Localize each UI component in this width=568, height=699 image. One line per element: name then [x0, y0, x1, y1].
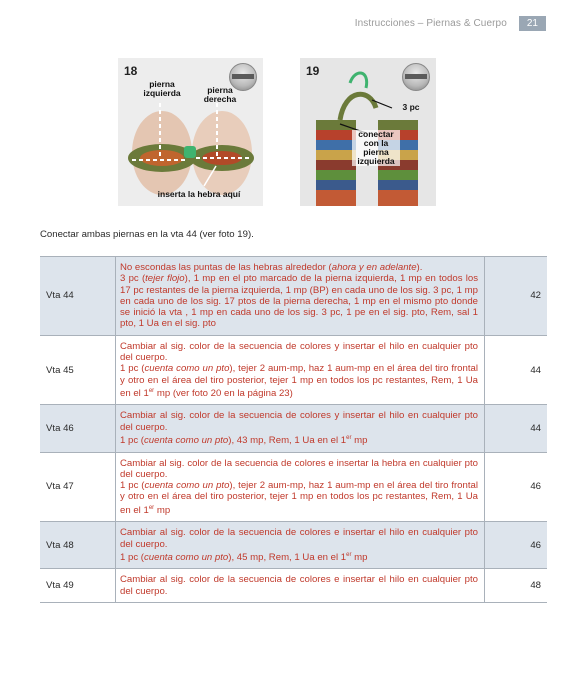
- photo-18-label-left-leg: pierna izquierda: [143, 79, 181, 98]
- round-label: Vta 48: [40, 522, 116, 568]
- instruction-line: 1 pc (cuenta como un pto), 43 mp, Rem, 1 Ua en el 1er mp: [120, 435, 368, 447]
- photo-18: [118, 58, 263, 206]
- photo-19-label-connect: conectar con la pierna izquierda: [352, 130, 400, 166]
- round-label: Vta 49: [40, 569, 116, 602]
- instruction-line: 1 pc (cuenta como un pto), tejer 2 aum-mp, haz 1 aum-mp en el área del tiro frontal y otro en el área del tiro posterior, tejer 1 mp en todos los pc restantes, Rem, 1 Ua en el 1er mp: [120, 480, 478, 516]
- header-title: Instrucciones – Piernas & Cuerpo: [354, 18, 507, 29]
- round-instructions: [116, 569, 485, 602]
- table-row: [40, 569, 547, 603]
- round-instructions: [116, 522, 485, 568]
- photo-19-label-stitches: 3 pc: [402, 102, 420, 112]
- round-instructions: [116, 257, 485, 335]
- photo-19: [300, 58, 436, 206]
- round-label: Vta 45: [40, 336, 116, 405]
- stitch-count: 44: [530, 422, 541, 434]
- instruction-line: No escondas las puntas de las hebras alrededor (ahora y en adelante).: [120, 262, 423, 273]
- rounds-table: [40, 256, 547, 603]
- instruction-line: 1 pc (cuenta como un pto), tejer 2 aum-mp, haz 1 aum-mp en el área del tiro frontal y otro en el área del tiro posterior, tejer 1 mp en todos los pc restantes, Rem, 1 Ua en el 1er mp (ver foto 20 en la página 23): [120, 363, 478, 400]
- instruction-line: 1 pc (cuenta como un pto), 45 mp, Rem, 1 Ua en el 1er mp: [120, 551, 368, 563]
- round-instructions: [116, 336, 485, 405]
- logo-badge-icon: [402, 63, 430, 91]
- round-instructions: [116, 453, 485, 522]
- stitch-count: 44: [530, 364, 541, 376]
- table-row: [40, 336, 547, 406]
- photo-18-caption: inserta la hebra aquí: [157, 189, 241, 199]
- instruction-line: Cambiar al sig. color de la secuencia de colores y insertar el hilo en cualquier pto del cuerpo.: [120, 340, 478, 364]
- table-row: [40, 405, 547, 452]
- table-row: [40, 257, 547, 336]
- round-label: Vta 47: [40, 453, 116, 522]
- instruction-line: Cambiar al sig. color de la secuencia de colores e insertar el hilo en cualquier pto del cuerpo.: [120, 574, 478, 597]
- round-label: Vta 46: [40, 405, 116, 451]
- stitch-count: 46: [530, 481, 541, 493]
- photo-18-label-right-leg: pierna derecha: [203, 85, 237, 104]
- table-row: [40, 522, 547, 569]
- page-header: [355, 16, 546, 31]
- stitch-count: 42: [530, 290, 541, 302]
- table-row: [40, 453, 547, 523]
- page-number: 21: [519, 16, 546, 31]
- instruction-line: 3 pc (tejer flojo), 1 mp en el pto marcado de la pierna izquierda, 1 mp en todos los 17 pc restantes de la pierna izquierda, 1 mp (BP) en cada uno de los sig. 3 pc, 1 mp en cada uno de los sig. 17 ptos de la pierna derecha, 1 mp en el mismo pto donde se inició la vta , 1 mp en cada uno de los sig. 3 pc, 1 pe en el sig. pto, Rem, sal 1 pto, 1 Ua en el sig. pto: [120, 273, 478, 330]
- instruction-line: Cambiar al sig. color de la secuencia de colores y insertar el hilo en cualquier pto del cuerpo.: [120, 410, 478, 433]
- photo-18-number: 18: [124, 64, 138, 78]
- instruction-line: Cambiar al sig. color de la secuencia de colores e insertar el hilo en cualquier pto del cuerpo.: [120, 527, 478, 550]
- instruction-line: Cambiar al sig. color de la secuencia de colores e insertar la hebra en cualquier pto del cuerpo.: [120, 457, 478, 480]
- intro-text: Conectar ambas piernas en la vta 44 (ver foto 19).: [40, 229, 254, 240]
- round-instructions: [116, 405, 485, 451]
- photo-19-number: 19: [306, 64, 320, 78]
- round-label: Vta 44: [40, 257, 116, 335]
- stitch-count: 48: [530, 580, 541, 592]
- stitch-count: 46: [530, 539, 541, 551]
